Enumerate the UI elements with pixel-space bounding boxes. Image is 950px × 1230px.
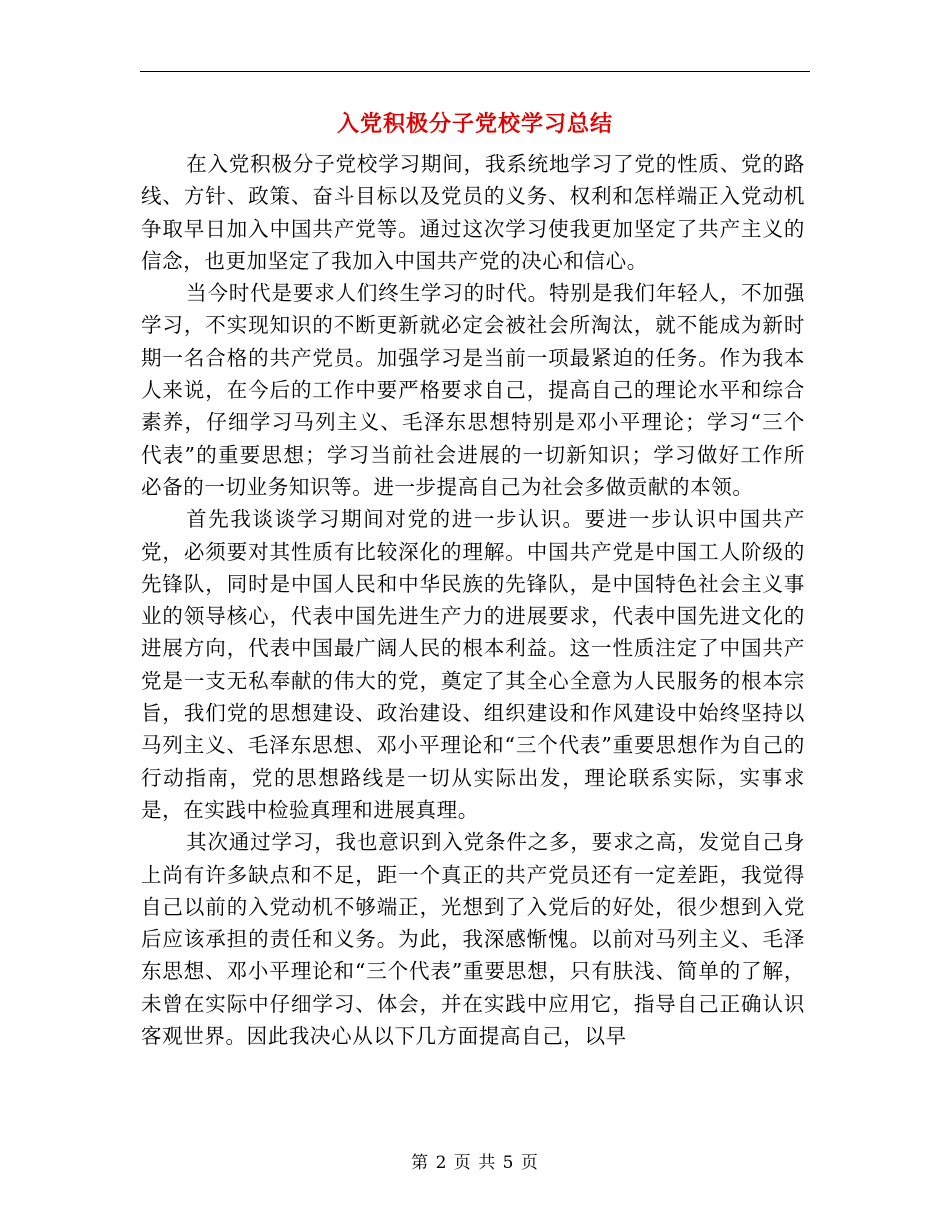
page-number-footer: 第 2 页 共 5 页 [411, 1153, 539, 1173]
document-title: 入党积极分子党校学习总结 [336, 111, 613, 137]
paragraph-1: 在入党积极分子党校学习期间，我系统地学习了党的性质、党的路线、方针、政策、奋斗目标以及党员的义务、权利和怎样端正入党动机争取早日加入中国共产党等。通过这次学习使我更加坚定了共产主义的信念，也更加坚定了我加入中国共产党的决心和信心。 [141, 152, 805, 273]
header-rule [140, 71, 810, 72]
paragraph-2: 当今时代是要求人们终生学习的时代。特别是我们年轻人，不加强学习，不实现知识的不断更新就必定会被社会所淘汰，就不能成为新时期一名合格的共产党员。加强学习是当前一项最紧迫的任务。作为我本人来说，在今后的工作中要严格要求自己，提高自己的理论水平和综合素养，仔细学习马列主义、毛泽东思想特别是邓小平理论；学习“三个代表”的重要思想；学习当前社会进展的一切新知识；学习做好工作所必备的一切业务知识等。进一步提高自己为社会多做贡献的本领。 [141, 281, 805, 499]
paragraph-4: 其次通过学习，我也意识到入党条件之多，要求之高，发觉自己身上尚有许多缺点和不足，距一个真正的共产党员还有一定差距，我觉得自己以前的入党动机不够端正，光想到了入党后的好处，很少想到入党后应该承担的责任和义务。为此，我深感惭愧。以前对马列主义、毛泽东思想、邓小平理论和“三个代表”重要思想，只有肤浅、简单的了解，未曾在实际中仔细学习、体会，并在实践中应用它，指导自己正确认识客观世界。因此我决心从以下几方面提高自己，以早 [141, 830, 805, 1049]
paragraph-3: 首先我谈谈学习期间对党的进一步认识。要进一步认识中国共产党，必须要对其性质有比较深化的理解。中国共产党是中国工人阶级的先锋队，同时是中国人民和中华民族的先锋队，是中国特色社会主义事业的领导核心，代表中国先进生产力的进展要求，代表中国先进文化的进展方向，代表中国最广阔人民的根本利益。这一性质注定了中国共产党是一支无私奉献的伟大的党，奠定了其全心全意为人民服务的根本宗旨，我们党的思想建设、政治建设、组织建设和作风建设中始终坚持以马列主义、毛泽东思想、邓小平理论和“三个代表”重要思想作为自己的行动指南，党的思想路线是一切从实际出发，理论联系实际，实事求是，在实践中检验真理和进展真理。 [141, 507, 805, 822]
document-body [141, 148, 805, 1052]
